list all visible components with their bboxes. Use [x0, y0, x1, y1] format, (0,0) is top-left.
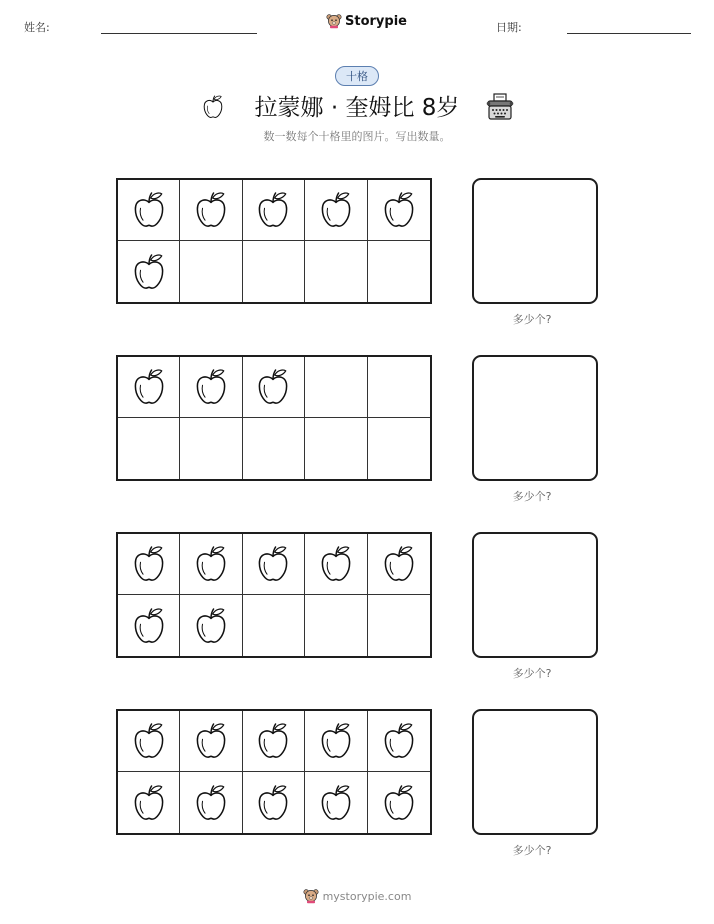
- date-label: 日期:: [496, 21, 522, 34]
- ten-frame-cell: [305, 418, 367, 479]
- ten-frame-cell: [118, 772, 180, 833]
- name-field-line[interactable]: [101, 33, 257, 34]
- apple-icon: [132, 722, 166, 760]
- ten-frame-cell: [368, 711, 430, 772]
- how-many-label: 多少个?: [512, 490, 552, 503]
- ten-frame-cell: [118, 357, 180, 418]
- apple-icon: [256, 191, 290, 229]
- footer-site: mystorypie.com: [322, 889, 412, 903]
- apple-icon: [194, 368, 228, 406]
- ten-frame-cell: [305, 595, 367, 656]
- ten-frame-cell: [305, 241, 367, 302]
- apple-icon: [319, 191, 353, 229]
- ten-frame-cell: [243, 180, 305, 241]
- apple-icon: [194, 607, 228, 645]
- ten-frame-cell: [180, 595, 242, 656]
- ten-frame-cell: [305, 711, 367, 772]
- date-field-line[interactable]: [567, 33, 691, 34]
- apple-icon: [132, 368, 166, 406]
- ten-frame: [116, 532, 432, 658]
- ten-frame-cell: [305, 534, 367, 595]
- ten-frame-cell: [180, 534, 242, 595]
- brand-name: Storypie: [345, 13, 407, 29]
- apple-icon: [132, 784, 166, 822]
- ten-frame-cell: [180, 772, 242, 833]
- ten-frame-cell: [243, 595, 305, 656]
- apple-icon: [194, 545, 228, 583]
- apple-icon: [382, 191, 416, 229]
- ten-frame-cell: [118, 241, 180, 302]
- apple-icon: [382, 722, 416, 760]
- apple-icon: [132, 191, 166, 229]
- apple-icon: [132, 545, 166, 583]
- apple-icon: [132, 607, 166, 645]
- how-many-label: 多少个?: [512, 844, 552, 857]
- storypie-mascot-icon: [326, 13, 342, 29]
- ten-frame-cell: [368, 534, 430, 595]
- ten-frame-cell: [368, 357, 430, 418]
- how-many-label: 多少个?: [512, 313, 552, 326]
- ten-frame-cell: [368, 418, 430, 479]
- ten-frame: [116, 178, 432, 304]
- apple-icon: [256, 722, 290, 760]
- how-many-label: 多少个?: [512, 667, 552, 680]
- apple-icon: [382, 545, 416, 583]
- apple-icon: [382, 784, 416, 822]
- ten-frame-cell: [368, 180, 430, 241]
- storypie-mascot-icon: [303, 888, 319, 904]
- ten-frame-cell: [118, 418, 180, 479]
- ten-frame-cell: [180, 711, 242, 772]
- ten-frame-cell: [118, 180, 180, 241]
- ten-frame-cell: [180, 357, 242, 418]
- ten-frame-cell: [180, 241, 242, 302]
- apple-icon: [194, 722, 228, 760]
- apple-icon: [256, 368, 290, 406]
- ten-frame-cell: [305, 772, 367, 833]
- ten-frame-cell: [118, 534, 180, 595]
- ten-frame-cell: [180, 418, 242, 479]
- apple-icon: [194, 191, 228, 229]
- ten-frame-cell: [243, 241, 305, 302]
- ten-frame-cell: [180, 180, 242, 241]
- brand-logo: [326, 13, 407, 29]
- answer-box[interactable]: [472, 532, 598, 658]
- name-label: 姓名:: [24, 21, 50, 34]
- instructions: 数一数每个十格里的图片。写出数量。: [263, 130, 451, 143]
- ten-frame-cell: [368, 595, 430, 656]
- ten-frame-cell: [243, 772, 305, 833]
- ten-frame-cell: [368, 772, 430, 833]
- ten-frame-cell: [243, 357, 305, 418]
- ten-frame-cell: [118, 711, 180, 772]
- ten-frame: [116, 709, 432, 835]
- typewriter-icon: [486, 93, 514, 121]
- ten-frame-cell: [243, 711, 305, 772]
- ten-frame-cell: [118, 595, 180, 656]
- ten-frame: [116, 355, 432, 481]
- page-title: 拉蒙娜 · 奎姆比 8岁: [254, 95, 460, 121]
- footer: [0, 888, 714, 904]
- ten-frame-cell: [368, 241, 430, 302]
- worksheet-badge: 十格: [335, 66, 379, 86]
- apple-icon: [256, 545, 290, 583]
- ten-frame-cell: [243, 418, 305, 479]
- apple-icon: [319, 784, 353, 822]
- ten-frame-cell: [305, 180, 367, 241]
- answer-box[interactable]: [472, 178, 598, 304]
- apple-icon: [132, 253, 166, 291]
- apple-icon: [319, 722, 353, 760]
- ten-frame-cell: [243, 534, 305, 595]
- apple-icon: [319, 545, 353, 583]
- apple-icon: [194, 784, 228, 822]
- answer-box[interactable]: [472, 709, 598, 835]
- ten-frame-cell: [305, 357, 367, 418]
- answer-box[interactable]: [472, 355, 598, 481]
- apple-icon: [256, 784, 290, 822]
